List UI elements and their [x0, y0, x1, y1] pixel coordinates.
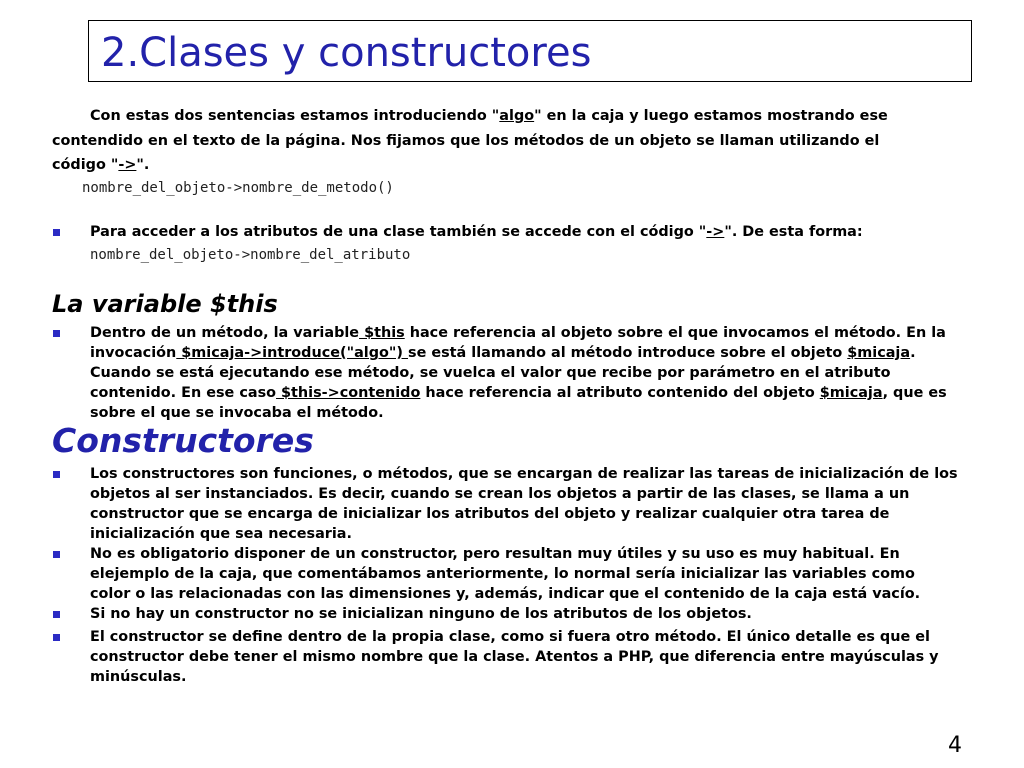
intro-text: código "	[52, 157, 119, 173]
bullet-line: objetos al ser instanciados. Es decir, cuando se crean los objetos a partir de las clases, se llama a un	[90, 486, 910, 502]
text-run: se está llamando al método introduce sobre el objeto	[408, 345, 848, 361]
intro-text: ".	[136, 157, 150, 173]
bullet-icon	[53, 330, 60, 337]
heading-this: La variable $this	[52, 290, 278, 318]
text-run: hace referencia al objeto sobre el que invocamos el método. En la	[404, 325, 946, 341]
text-run: Dentro de un método, la variable	[90, 325, 360, 341]
bullet-line: color o las relacionadas con las dimensiones y, además, indicar que el contenido de la caja está vacío.	[90, 586, 921, 602]
bullet-text: ". De esta forma:	[724, 224, 863, 240]
bullet-line: constructor debe tener el mismo nombre que la clase. Atentos a PHP, que diferencia entre mayúsculas y	[90, 649, 939, 665]
code-example-attribute: nombre_del_objeto->nombre_del_atributo	[90, 247, 411, 263]
bullet-line: Si no hay un constructor no se inicializan ninguno de los atributos de los objetos.	[90, 606, 752, 622]
bullet-underlined: ->	[706, 224, 725, 240]
attribute-access-text	[90, 222, 863, 242]
bullet-line: constructor que se encarga de inicializar los atributos del objeto y realizar cualquier otra tarea de	[90, 506, 890, 522]
constructor-bullet-3	[90, 604, 1000, 624]
text-run: contenido. En ese caso	[90, 385, 277, 401]
text-run: .	[910, 345, 916, 361]
code-example-method: nombre_del_objeto->nombre_de_metodo()	[82, 180, 394, 196]
intro-text: Con estas dos sentencias estamos introduciendo "	[90, 108, 500, 124]
bullet-icon	[53, 551, 60, 558]
page-title: 2.Clases y constructores	[101, 30, 592, 76]
intro-line-2: contendido en el texto de la página. Nos fijamos que los métodos de un objeto se llaman utilizando el	[52, 133, 880, 149]
bullet-icon	[53, 634, 60, 641]
bullet-line: No es obligatorio disponer de un constructor, pero resultan muy útiles y su uso es muy habitual. En	[90, 546, 900, 562]
underlined-run: $this	[359, 325, 405, 341]
bullet-line: minúsculas.	[90, 669, 187, 685]
bullet-icon	[53, 229, 60, 236]
underlined-run: $this->contenido	[276, 385, 421, 401]
this-line	[90, 343, 1000, 363]
intro-underlined: algo	[499, 108, 535, 124]
intro-line-1	[90, 106, 888, 126]
bullet-line: Los constructores son funciones, o métodos, que se encargan de realizar las tareas de inicialización de los	[90, 466, 958, 482]
this-line: Cuando se está ejecutando ese método, se vuelca el valor que recibe por parámetro en el atributo	[90, 365, 891, 381]
underlined-run: $micaja	[847, 345, 911, 361]
heading-constructores: Constructores	[52, 421, 314, 460]
bullet-icon	[53, 611, 60, 618]
this-line: sobre el que se invocaba el método.	[90, 405, 384, 421]
constructor-bullet-1	[90, 464, 1000, 544]
page-number: 4	[948, 733, 962, 758]
underlined-run: $micaja->introduce("algo")	[176, 345, 409, 361]
intro-underlined: ->	[118, 157, 137, 173]
this-line	[90, 383, 1000, 403]
bullet-text: Para acceder a los atributos de una clase también se accede con el código "	[90, 224, 707, 240]
this-paragraph	[90, 323, 1000, 423]
text-run: , que es	[882, 385, 947, 401]
bullet-icon	[53, 471, 60, 478]
constructor-bullet-4	[90, 627, 1000, 687]
bullet-line: elejemplo de la caja, que comentábamos anteriormente, lo normal sería inicializar las variables como	[90, 566, 915, 582]
bullet-line: inicialización que sea necesaria.	[90, 526, 352, 542]
text-run: hace referencia al atributo contenido del objeto	[420, 385, 820, 401]
title-box	[88, 20, 972, 82]
intro-text: " en la caja y luego estamos mostrando ese	[534, 108, 888, 124]
text-run: invocación	[90, 345, 177, 361]
this-line	[90, 323, 1000, 343]
intro-line-3	[52, 155, 149, 175]
constructor-bullet-2	[90, 544, 1000, 604]
bullet-line: El constructor se define dentro de la propia clase, como si fuera otro método. El único detalle es que el	[90, 629, 930, 645]
underlined-run: $micaja	[819, 385, 883, 401]
